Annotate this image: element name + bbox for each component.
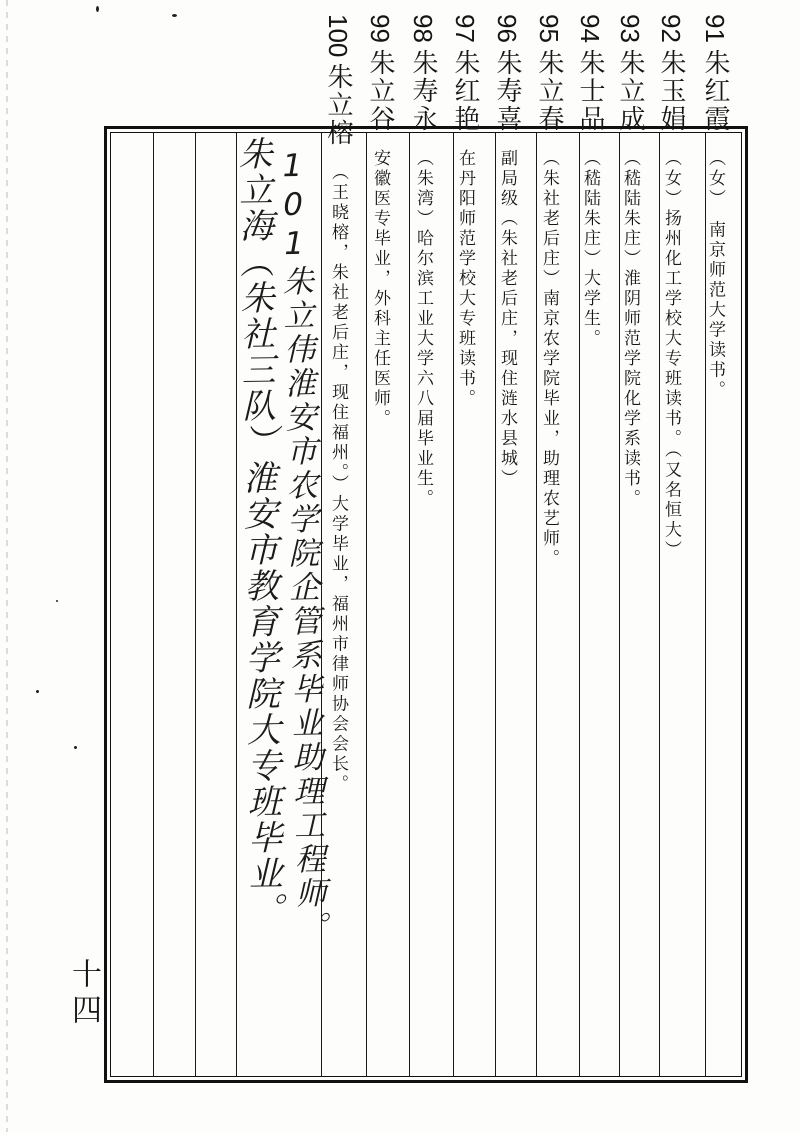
entry-100 (325, 14, 351, 934)
entry-description: （嵇陆朱庄）淮阴师范学院化学系读书。 (620, 148, 640, 509)
entry-name: 朱士品 (575, 48, 605, 133)
entry-name: 朱立谷 (365, 48, 395, 133)
entry-number: 91 (700, 14, 730, 43)
entry-description: （朱社老后庄）南京农学院毕业，助理农艺师。 (539, 148, 559, 569)
scan-speck (36, 690, 39, 693)
entry-description: （嵇陆朱庄）大学生。 (580, 148, 600, 349)
scan-edge-mark (6, 0, 8, 1132)
entry-number: 95 (534, 14, 564, 43)
entry-99 (367, 14, 393, 934)
page-number: 十四 (66, 958, 101, 1030)
entry-96 (494, 14, 520, 934)
entry-93 (617, 14, 643, 934)
scan-speck (172, 14, 177, 17)
entry-98 (410, 14, 436, 934)
entry-name: 朱寿永 (408, 48, 438, 133)
entry-description: （王晓榕，朱社老后庄，现住福州。）大学毕业，福州市律师协会会长。 (328, 163, 348, 795)
entry-95 (536, 14, 562, 934)
scan-speck (56, 600, 58, 602)
column-rule (195, 133, 196, 1076)
entry-number: 93 (615, 14, 645, 43)
entry-number: 97 (450, 14, 480, 43)
entry-number: 98 (408, 14, 438, 43)
entry-97 (452, 14, 478, 934)
entry-number: 99 (365, 14, 395, 43)
entry-description: 安徽医专毕业，外科主任医师。 (370, 148, 390, 429)
scan-speck (74, 746, 77, 749)
handwritten-entry-extra: 朱立海（朱社三队）淮安市教育学院大专班毕业。 (232, 135, 284, 929)
entry-91 (702, 14, 728, 934)
entry-name: 朱立春 (534, 48, 564, 133)
entry-name: 朱红霞 (700, 48, 730, 133)
entry-number: 92 (656, 14, 686, 43)
scan-speck (96, 6, 99, 12)
entry-description: （女） 南京师范大学读书。 (705, 148, 725, 401)
column-rule (153, 133, 154, 1076)
entry-number: 94 (575, 14, 605, 43)
entry-description: （朱湾）哈尔滨工业大学六八届毕业生。 (413, 148, 433, 509)
entry-name: 朱红艳 (450, 48, 480, 133)
entry-92 (658, 14, 684, 934)
entry-94 (577, 14, 603, 934)
entry-number: 100 (323, 14, 353, 58)
entry-name: 朱寿喜 (492, 48, 522, 133)
entry-description: （女）扬州化工学校大专班读书。（又名恒大） (661, 148, 681, 561)
entry-description: 在丹阳师范学校大专班读书。 (455, 148, 475, 409)
handwritten-entry-101: 101朱立伟淮安市农学院企管系毕业助理工程师。 (274, 147, 327, 946)
entry-name: 朱立成 (615, 48, 645, 133)
entry-number: 96 (492, 14, 522, 43)
entry-description: 副局级（朱社老后庄，现住涟水县城） (497, 148, 517, 489)
entry-name: 朱立榕 (323, 63, 353, 148)
entry-name: 朱玉娟 (656, 48, 686, 133)
